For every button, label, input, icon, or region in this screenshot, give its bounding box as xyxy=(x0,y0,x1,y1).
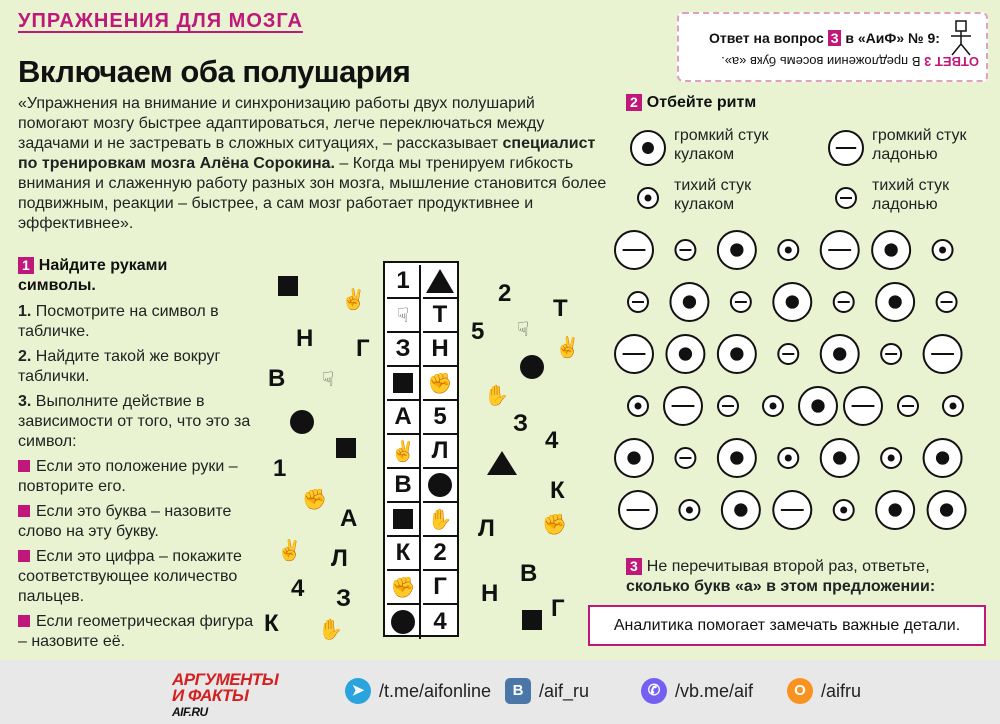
big-fist-icon xyxy=(615,439,653,477)
small-palm-icon xyxy=(898,396,918,416)
table-cell: З xyxy=(387,333,421,367)
small-palm-icon xyxy=(834,292,854,312)
square-shape xyxy=(336,438,356,458)
vk-link[interactable]: В /aif_ru xyxy=(505,678,589,704)
legend-label: громкий стук ладонью xyxy=(872,127,967,163)
small-fist-icon xyxy=(933,240,953,260)
small-fist-icon xyxy=(628,178,668,218)
table-cell xyxy=(387,605,421,639)
viber-icon: ✆ xyxy=(641,678,667,704)
hand-gesture-icon: ✌ xyxy=(341,289,366,311)
table-cell: В xyxy=(387,469,421,503)
hand-gesture-icon: ☟ xyxy=(517,319,530,341)
table-cell: Н xyxy=(423,333,457,367)
exercise1-steps xyxy=(18,302,263,657)
aif-logo: АРГУМЕНТЫ И ФАКТЫ AIF.RU xyxy=(172,670,279,719)
table-cell: 1 xyxy=(387,265,421,299)
symbol-table xyxy=(383,261,459,637)
footer xyxy=(0,660,1000,724)
big-palm-icon xyxy=(821,231,859,269)
table-cell: ✊ xyxy=(387,571,421,605)
scatter-letter: З xyxy=(336,585,352,612)
big-fist-icon xyxy=(773,283,811,321)
big-fist-icon xyxy=(628,128,668,168)
bullet-digit: Если это цифра – покажите соответствующее количество пальцев. xyxy=(18,548,242,605)
big-fist-icon xyxy=(821,335,859,373)
bullet-shape: Если геометрическая фигура – назовите её. xyxy=(18,613,254,650)
table-cell: А xyxy=(387,401,421,435)
scatter-letter: 4 xyxy=(291,575,305,602)
legend-label: тихий стук кулаком xyxy=(674,177,752,213)
exercise2-title: 2 Отбейте ритм xyxy=(626,94,756,112)
stick-figure-icon xyxy=(947,20,977,58)
scatter-letter: В xyxy=(520,560,538,587)
bullet-letter: Если это буква – назовите слово на эту букву. xyxy=(18,503,232,540)
table-cell: 5 xyxy=(423,401,457,435)
table-cell: Л xyxy=(423,435,457,469)
small-palm-icon xyxy=(731,292,751,312)
big-palm-icon xyxy=(924,335,962,373)
exercise1-title: 1 Найдите руками символы. xyxy=(18,257,168,294)
scatter-letter: 5 xyxy=(471,318,485,345)
scatter-letter: З xyxy=(513,410,529,437)
table-cell: ✌ xyxy=(387,435,421,469)
exercise3-sentence: Аналитика помогает замечать важные детали. xyxy=(588,605,986,646)
big-fist-icon xyxy=(876,491,914,529)
scatter-letter: Г xyxy=(551,595,565,622)
big-fist-icon xyxy=(799,387,837,425)
small-palm-icon xyxy=(778,344,798,364)
small-palm-icon xyxy=(881,344,901,364)
small-fist-icon xyxy=(943,396,963,416)
big-fist-icon xyxy=(718,335,756,373)
table-cell: ☟ xyxy=(387,299,421,333)
legend-label: громкий стук кулаком xyxy=(674,127,769,163)
scatter-letter: Т xyxy=(553,295,568,322)
big-fist-icon xyxy=(718,439,756,477)
hand-gesture-icon: ✊ xyxy=(302,489,327,511)
small-fist-icon xyxy=(778,448,798,468)
big-palm-icon xyxy=(615,335,653,373)
bullet-hand: Если это положение руки – повторите его. xyxy=(18,458,238,495)
scatter-letter: А xyxy=(340,505,358,532)
legend-label: тихий стук ладонью xyxy=(872,177,950,213)
telegram-link[interactable]: ➤ /t.me/aifonline xyxy=(345,678,491,704)
telegram-icon: ➤ xyxy=(345,678,371,704)
hand-gesture-icon: ✌ xyxy=(555,337,580,359)
step-2: 2. Найдите такой же вокруг таблички. xyxy=(18,348,221,385)
step-1: 1. Посмотрите на символ в табличке. xyxy=(18,303,219,340)
big-palm-icon xyxy=(664,387,702,425)
hand-gesture-icon: ✌ xyxy=(277,540,302,562)
ok-link[interactable]: О /aifru xyxy=(787,678,861,704)
viber-link[interactable]: ✆ /vb.me/aif xyxy=(641,678,753,704)
big-fist-icon xyxy=(670,283,708,321)
hand-gesture-icon: ✋ xyxy=(318,619,343,641)
scatter-letter: 1 xyxy=(273,455,287,482)
table-cell: 2 xyxy=(423,537,457,571)
big-fist-icon xyxy=(666,335,704,373)
small-fist-icon xyxy=(778,240,798,260)
big-palm-icon xyxy=(773,491,811,529)
table-cell: К xyxy=(387,537,421,571)
table-cell: Т xyxy=(423,299,457,333)
table-cell xyxy=(387,503,421,537)
scatter-letter: 2 xyxy=(498,280,512,307)
circle-shape xyxy=(520,355,544,379)
table-cell: 4 xyxy=(433,608,447,635)
big-fist-icon xyxy=(821,439,859,477)
big-palm-icon xyxy=(615,231,653,269)
big-fist-icon xyxy=(722,491,760,529)
scatter-letter: К xyxy=(264,610,279,637)
table-cell xyxy=(423,469,457,503)
scatter-letter: К xyxy=(550,477,565,504)
scatter-letter: В xyxy=(268,365,286,392)
small-palm-icon xyxy=(675,448,695,468)
small-fist-icon xyxy=(763,396,783,416)
scatter-letter: Л xyxy=(331,545,348,572)
table-cell: Г xyxy=(423,571,457,605)
answer-question: Ответ на вопрос 3 в «АиФ» № 9: xyxy=(709,30,940,46)
hand-gesture-icon: ☟ xyxy=(322,369,335,391)
scatter-letter: Г xyxy=(356,335,370,362)
small-fist-icon xyxy=(628,396,648,416)
small-fist-icon xyxy=(679,500,699,520)
circle-shape xyxy=(290,410,314,434)
table-cell: ✋ xyxy=(423,503,457,537)
exercise3-question: 3 Не перечитывая второй раз, ответьте, сколько букв «а» в этом предложении: xyxy=(626,558,936,595)
table-cell xyxy=(387,367,421,401)
step-3: 3. Выполните действие в зависимости от того, что это за символ: xyxy=(18,393,251,450)
table-cell xyxy=(423,265,457,299)
answer-text-upside-down: ОТВЕТ 3 В предложении восемь букв «а». xyxy=(721,54,979,69)
small-fist-icon xyxy=(881,448,901,468)
big-palm-icon xyxy=(619,491,657,529)
hand-gesture-icon: ✋ xyxy=(484,385,509,407)
vk-icon: В xyxy=(505,678,531,704)
small-palm-icon xyxy=(937,292,957,312)
scatter-letter: Н xyxy=(296,325,314,352)
scatter-letter: Н xyxy=(481,580,499,607)
small-palm-icon xyxy=(826,178,866,218)
answer-box xyxy=(677,12,988,82)
small-palm-icon xyxy=(675,240,695,260)
triangle-shape xyxy=(487,451,517,475)
category-label: УПРАЖНЕНИЯ ДЛЯ МОЗГА xyxy=(18,10,303,32)
ok-icon: О xyxy=(787,678,813,704)
small-fist-icon xyxy=(834,500,854,520)
big-fist-icon xyxy=(924,439,962,477)
scatter-letter: 4 xyxy=(545,427,559,454)
big-fist-icon xyxy=(928,491,966,529)
small-palm-icon xyxy=(628,292,648,312)
big-palm-icon xyxy=(826,128,866,168)
big-fist-icon xyxy=(872,231,910,269)
hand-gesture-icon: ✊ xyxy=(542,514,567,536)
intro-text: «Упражнения на внимание и синхронизацию работы двух полушарий помогают мозгу быстрее адаптироваться, легче переключаться между задачами и не застревать в сложных ситуациях, – рассказывает специалист по тренировкам мозга Алёна Сорокина. – Когда мы тренируем гибкость внимания и слаженную работу разных зон мозга, мышление становится более подвижным, реакции – быстрее, а сам мозг работает продуктивнее и эффективнее». xyxy=(18,95,607,232)
square-shape xyxy=(522,610,542,630)
table-cell: ✊ xyxy=(423,367,457,401)
big-fist-icon xyxy=(876,283,914,321)
rhythm-pattern xyxy=(612,222,992,542)
small-palm-icon xyxy=(718,396,738,416)
page-title: Включаем оба полушария xyxy=(18,54,411,89)
square-shape xyxy=(278,276,298,296)
scatter-letter: Л xyxy=(478,515,495,542)
big-fist-icon xyxy=(718,231,756,269)
big-palm-icon xyxy=(844,387,882,425)
